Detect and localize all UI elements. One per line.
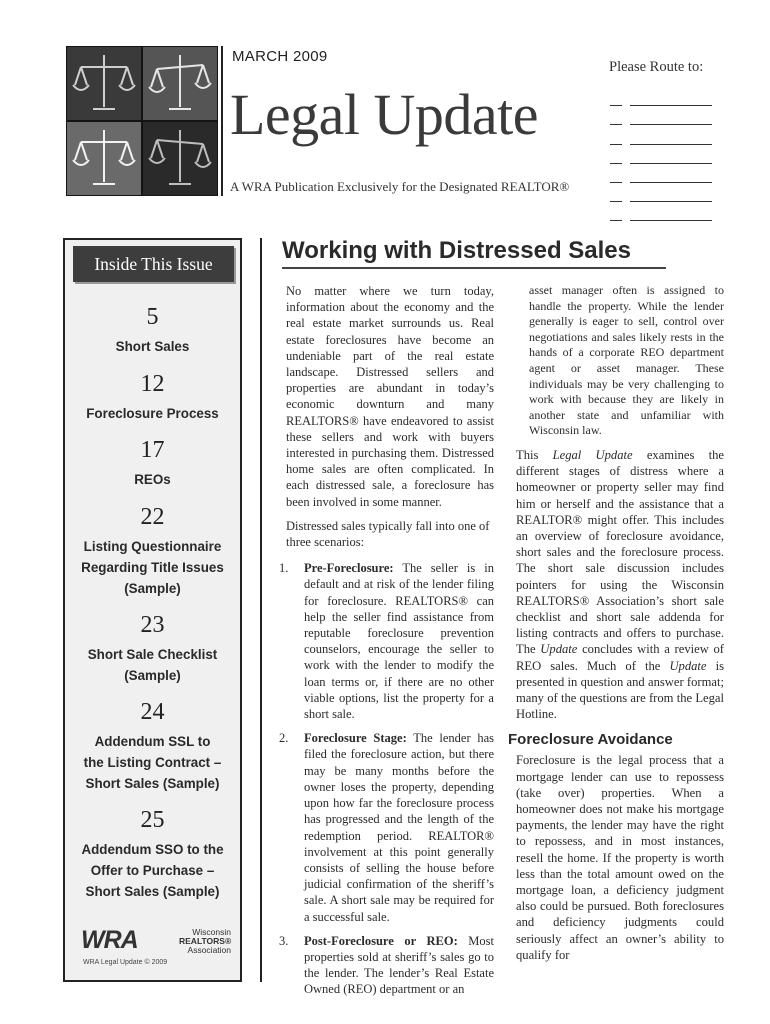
article-paragraph: asset manager often is assigned to handle the property. While the lender generally is eager to sell, control over negotiations and sales likely rests in the hands of a corporate REO department agent or asset manager. These individuals may be very challenging to work with because they are likely in another state and unfamiliar with Wisconsin law. [529, 283, 724, 438]
route-line[interactable] [610, 128, 714, 147]
scenario-text: The lender has filed the foreclosure action, but there may be many months before the owner loses the property, depending upon how far the foreclosure process has progressed and the length of the redemption period. REALTOR® involvement at this point generally consists of selling the house before judicial confirmation of the sheriff’s sale. A short sale may be required for a successful sale. [304, 731, 494, 924]
toc-label: REOs [134, 472, 171, 487]
scenario-item [279, 933, 494, 998]
newsletter-title: Legal Update [230, 82, 539, 147]
wra-org-name [179, 928, 231, 955]
toc-label: Listing Questionnaire Regarding Title Issues (Sample) [81, 539, 224, 596]
scenario-item [279, 730, 494, 924]
inside-this-issue-sidebar [63, 238, 242, 982]
text-run: concludes with a review of REO sales. Much of the [516, 642, 724, 673]
org-line: REALTORS® [179, 936, 232, 946]
publication-name: Legal Update [552, 447, 633, 462]
toc-item-reos[interactable] [65, 437, 240, 490]
toc-item-listing-questionnaire[interactable] [65, 504, 240, 599]
route-line[interactable] [610, 90, 714, 109]
article-paragraph: No matter where we turn today, information about the economy and the real estate market surrounds us. Real estate foreclosures have become an undeniable part of the real estate landscape. Distressed sellers and properties are abundant in today’s economic downturn and many REALTORS® have endeavored to assist these sellers and work with buyers interested in purchasing them. Distressed home sales are often complicated. In each distressed sale, a foreclosure has been involved in some manner. [286, 284, 494, 509]
scenario-text: Most properties sold at sheriff’s sales go to the lender. The lender’s Real Estate Owned (REO) department or an [304, 933, 494, 997]
scenario-item [279, 560, 494, 722]
toc-page-number: 17 [140, 437, 165, 463]
toc-label: Addendum SSO to the Offer to Purchase – Short Sales (Sample) [81, 842, 224, 899]
scenario-term: Pre-Foreclosure: [304, 561, 394, 576]
sidebar-heading: Inside This Issue [73, 246, 234, 282]
sidebar-copyright: WRA Legal Update © 2009 [83, 959, 168, 966]
scales-of-justice-icon [143, 47, 217, 120]
org-line: Association [187, 945, 231, 955]
route-line[interactable] [610, 186, 714, 205]
scenario-term: Post-Foreclosure or REO: [304, 933, 458, 948]
toc-item-short-sales[interactable] [65, 304, 240, 357]
toc-label: Short Sales [115, 339, 190, 354]
toc-item-addendum-ssl[interactable] [65, 699, 240, 794]
article-column-1 [279, 283, 494, 1006]
toc-page-number: 5 [146, 304, 159, 330]
toc-page-number: 24 [140, 699, 165, 725]
route-line[interactable] [610, 109, 714, 128]
newsletter-subtitle: A WRA Publication Exclusively for the Designated REALTOR® [230, 179, 570, 194]
article-paragraph [516, 447, 724, 722]
toc-item-foreclosure-process[interactable] [65, 371, 240, 424]
scenario-text: The seller is in default and at risk of the lender filing for foreclosure. REALTORS® can help the seller find assistance from reputable foreclosure prevention counselors, encourage the seller to work with the lender to modify the loan terms or, if there are no other viable options, list the property for a short sale. [304, 561, 494, 722]
masthead-divider [221, 46, 223, 196]
toc-item-addendum-sso[interactable] [65, 807, 240, 902]
text-run: is presented in question and answer format; many of the questions are from the Legal Hotline. [516, 658, 724, 722]
article-headline: Working with Distressed Sales [282, 235, 666, 269]
route-line[interactable] [610, 148, 714, 167]
publication-name: Update [669, 658, 707, 673]
wra-logo [81, 926, 232, 955]
scenario-number: 3. [279, 933, 289, 948]
section-heading: Foreclosure Avoidance [508, 731, 673, 749]
wra-logo-mark: WRA [81, 926, 138, 954]
article-column-2 [508, 283, 724, 971]
toc-label: Short Sale Checklist (Sample) [87, 647, 218, 683]
scenario-term: Foreclosure Stage: [304, 731, 407, 746]
toc-label: Foreclosure Process [86, 406, 219, 421]
route-line[interactable] [610, 167, 714, 186]
scenario-number: 1. [279, 561, 289, 576]
column-divider [260, 238, 262, 982]
article-paragraph: Distressed sales typically fall into one of three scenarios: [286, 518, 490, 550]
toc-label: Addendum SSL to the Listing Contract – Short Sales (Sample) [83, 734, 222, 791]
scales-of-justice-icon [67, 122, 141, 195]
publication-name: Update [540, 642, 578, 657]
toc-page-number: 25 [140, 807, 165, 833]
toc-page-number: 23 [140, 612, 165, 638]
scales-of-justice-icon [143, 122, 217, 195]
scenario-number: 2. [279, 731, 289, 746]
issue-date: MARCH 2009 [232, 48, 328, 65]
toc-page-number: 12 [140, 371, 165, 397]
text-run: examines the different stages of distress where a homeowner or property seller may find him or herself and the assistance that a REALTOR® might offer. This includes an overview of foreclosure avoidance, short sales and the foreclosure process. The short sale discussion includes pointers for using the Wisconsin REALTORS® Association’s short sale checklist and short sale addenda for listing contracts and offers to purchase. The [516, 447, 724, 657]
route-line[interactable] [610, 205, 714, 224]
route-to-label: Please Route to: [609, 59, 704, 75]
org-line: Wisconsin [192, 927, 231, 937]
route-to-lines [610, 90, 714, 224]
article-paragraph: Foreclosure is the legal process that a mortgage lender can use to repossess (take over) properties. When a homeowner does not make his mortgage payments, the lender may have the right to repossess, and in most instances, resell the home. If the property is worth less than the total amount owed on the mortgage loan, a deficiency judgment also could be pursued. Both foreclosures and deficiency judgments could seriously affect an owner’s ability to qualify for [516, 753, 724, 962]
toc-page-number: 22 [140, 504, 165, 530]
toc-item-short-sale-checklist[interactable] [65, 612, 240, 686]
scales-of-justice-icon [67, 47, 141, 120]
text-run: This [516, 447, 553, 462]
scales-of-justice-logo [66, 46, 218, 196]
